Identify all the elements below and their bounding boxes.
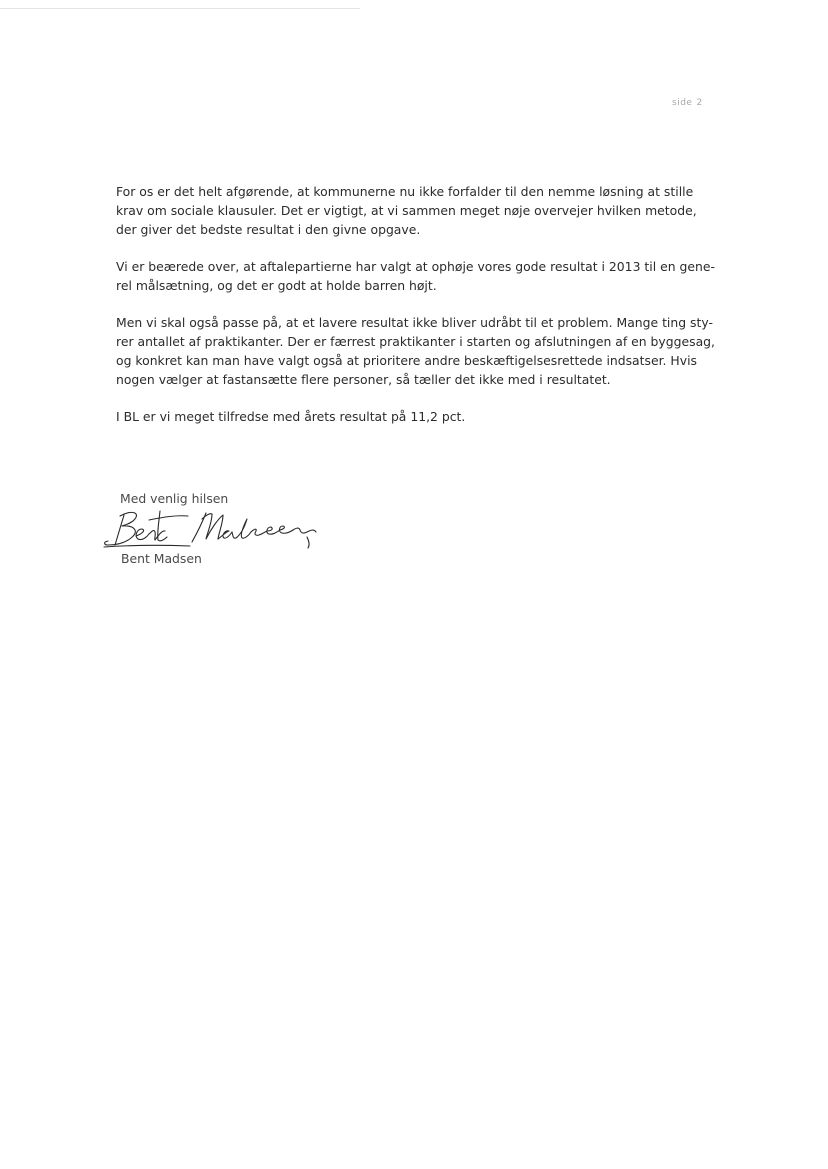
paragraph-2 (116, 257, 720, 295)
letter-body (116, 182, 720, 444)
paragraph-line: I BL er vi meget tilfredse med årets resultat på 11,2 pct. (116, 409, 466, 424)
paragraph-4 (116, 407, 720, 426)
scan-edge-line (0, 8, 360, 9)
paragraph-line: Men vi skal også passe på, at et lavere resultat ikke bliver udråbt til et problem. Mange ting sty- (116, 315, 713, 330)
signer-name: Bent Madsen (121, 551, 202, 566)
paragraph-line: For os er det helt afgørende, at kommunerne nu ikke forfalder til den nemme løsning at stille (116, 184, 694, 199)
paragraph-line: rer antallet af praktikanter. Der er færrest praktikanter i starten og afslutningen af en byggesag, (116, 334, 715, 349)
paragraph-line: nogen vælger at fastansætte flere personer, så tæller det ikke med i resultatet. (116, 372, 611, 387)
page-number-value: 2 (696, 98, 703, 108)
paragraph-line: krav om sociale klausuler. Det er vigtigt, at vi sammen meget nøje overvejer hvilken metode, (116, 203, 697, 218)
page-label: side (672, 98, 693, 108)
paragraph-line: og konkret kan man have valgt også at prioritere andre beskæftigelsesrettede indsatser. Hvis (116, 353, 697, 368)
paragraph-1 (116, 182, 720, 239)
page-number (672, 98, 703, 108)
handwritten-signature (102, 505, 324, 551)
paragraph-3 (116, 313, 720, 389)
paragraph-line: rel målsætning, og det er godt at holde barren højt. (116, 278, 437, 293)
paragraph-line: der giver det bedste resultat i den givne opgave. (116, 222, 421, 237)
paragraph-line: Vi er beærede over, at aftalepartierne har valgt at ophøje vores gode resultat i 2013 til en gene- (116, 259, 715, 274)
closing-greeting: Med venlig hilsen (120, 491, 229, 506)
